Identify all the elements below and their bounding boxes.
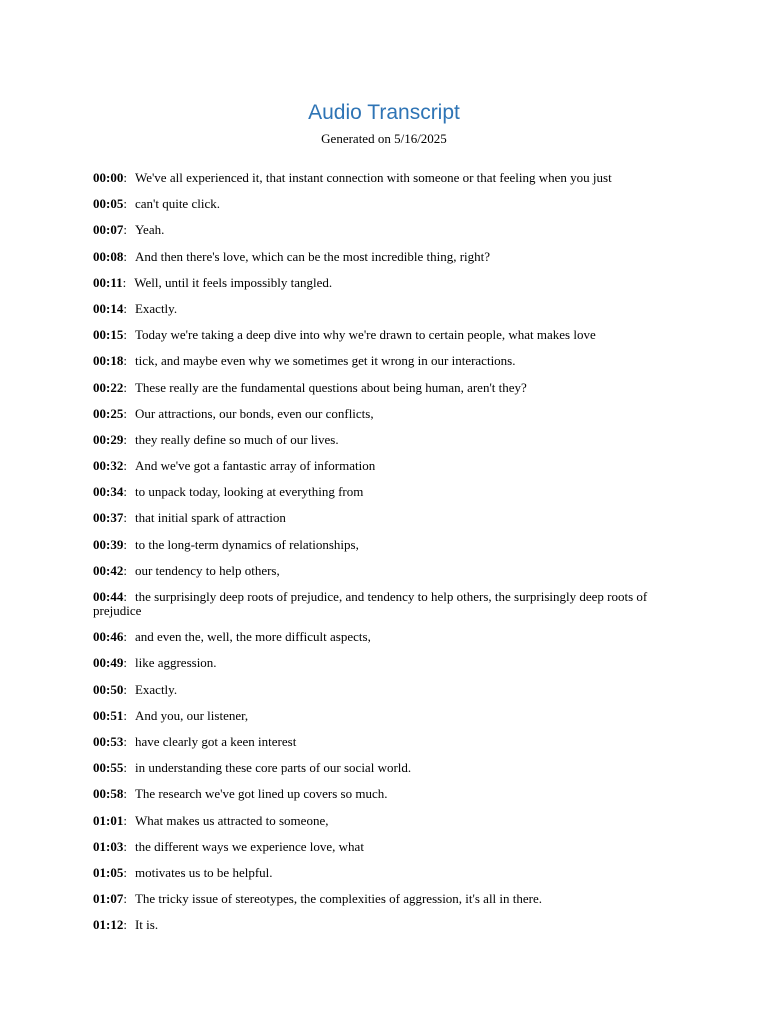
utterance-text: The tricky issue of stereotypes, the complexities of aggression, it's all in there. [134, 891, 543, 907]
timestamp: 00:18 [93, 353, 124, 369]
transcript-line [93, 459, 653, 473]
utterance-text: the different ways we experience love, what [134, 838, 364, 854]
utterance-text: have clearly got a keen interest [134, 733, 297, 749]
utterance-text: like aggression. [134, 655, 217, 671]
timestamp-separator: : [123, 196, 127, 212]
timestamp: 00:00 [93, 170, 124, 185]
timestamp-separator: : [123, 353, 127, 369]
generated-date: Generated on 5/16/2025 [321, 131, 447, 146]
timestamp: 00:11 [93, 274, 123, 290]
utterance-text: These really are the fundamental questions about being human, aren't they? [134, 379, 527, 395]
transcript-line [93, 223, 653, 237]
timestamp: 00:37 [93, 510, 124, 526]
timestamp: 01:05 [93, 864, 124, 880]
transcript-line [93, 840, 653, 854]
transcript-line [93, 866, 653, 880]
utterance-text: can't quite click. [134, 196, 220, 212]
timestamp-separator: : [123, 379, 127, 395]
timestamp-separator: : [123, 431, 127, 447]
timestamp-separator: : [123, 760, 127, 776]
timestamp: 00:46 [93, 629, 124, 645]
utterance-text: that initial spark of attraction [134, 510, 286, 526]
transcript-line [93, 564, 653, 578]
utterance-text: And we've got a fantastic array of information [134, 458, 376, 474]
transcript-line [93, 381, 653, 395]
timestamp-separator: : [123, 300, 127, 316]
timestamp-separator: : [123, 536, 127, 552]
timestamp: 00:34 [93, 484, 124, 500]
transcript-line [93, 814, 653, 828]
utterance-text: motivates us to be helpful. [134, 864, 273, 880]
timestamp: 00:51 [93, 707, 124, 723]
timestamp: 00:05 [93, 196, 124, 212]
timestamp: 00:55 [93, 760, 124, 776]
timestamp: 00:32 [93, 458, 124, 474]
timestamp: 00:25 [93, 405, 124, 421]
utterance-text: to unpack today, looking at everything from [134, 484, 364, 500]
utterance-text: they really define so much of our lives. [134, 431, 339, 447]
timestamp: 00:53 [93, 733, 124, 749]
transcript-line [93, 197, 653, 211]
timestamp-separator: : [123, 707, 127, 723]
utterance-text: Exactly. [134, 681, 178, 697]
utterance-text: And you, our listener, [134, 707, 249, 723]
utterance-text: Our attractions, our bonds, even our conflicts, [134, 405, 374, 421]
timestamp-separator: : [123, 733, 127, 749]
timestamp: 00:49 [93, 655, 124, 671]
timestamp: 01:03 [93, 838, 124, 854]
utterance-text: Yeah. [134, 222, 165, 238]
timestamp: 00:50 [93, 681, 124, 697]
transcript-line [93, 761, 653, 775]
timestamp-separator: : [123, 562, 127, 578]
transcript-line [93, 892, 653, 906]
timestamp-separator: : [123, 458, 127, 474]
timestamp-separator: : [123, 248, 127, 264]
utterance-text: tick, and maybe even why we sometimes get it wrong in our interactions. [134, 353, 516, 369]
transcript-line [93, 656, 653, 670]
transcript-body [93, 171, 653, 944]
transcript-line [93, 407, 653, 421]
transcript-line [93, 590, 653, 618]
transcript-line [93, 433, 653, 447]
transcript-line [93, 276, 653, 290]
utterance-text: The research we've got lined up covers so much. [134, 786, 388, 802]
timestamp-separator: : [123, 812, 127, 828]
transcript-line [93, 538, 653, 552]
timestamp-separator: : [123, 681, 127, 697]
transcript-line [93, 787, 653, 801]
timestamp: 00:14 [93, 300, 124, 316]
timestamp: 00:29 [93, 431, 124, 447]
timestamp-separator: : [123, 327, 127, 343]
timestamp-separator: : [122, 274, 127, 290]
utterance-text: We've all experienced it, that instant connection with someone or that feeling when you just [134, 170, 612, 185]
timestamp-separator: : [123, 510, 127, 526]
transcript-line [93, 302, 653, 316]
utterance-text: Today we're taking a deep dive into why we're drawn to certain people, what makes love [134, 327, 596, 343]
timestamp-separator: : [123, 917, 127, 933]
timestamp-separator: : [123, 786, 127, 802]
timestamp-separator: : [123, 629, 127, 645]
timestamp: 01:01 [93, 812, 124, 828]
transcript-line [93, 511, 653, 525]
utterance-text: to the long-term dynamics of relationships, [134, 536, 359, 552]
transcript-line [93, 683, 653, 697]
transcript-line [93, 709, 653, 723]
transcript-line [93, 485, 653, 499]
utterance-text: the surprisingly deep roots of prejudice, and tendency to help others, the surprisingly deep roots of prejudice [93, 589, 648, 618]
timestamp-separator: : [123, 484, 127, 500]
utterance-text: It is. [134, 917, 159, 933]
utterance-text: And then there's love, which can be the most incredible thing, right? [134, 248, 491, 264]
utterance-text: What makes us attracted to someone, [134, 812, 329, 828]
utterance-text: Well, until it feels impossibly tangled. [134, 274, 333, 290]
timestamp: 01:07 [93, 891, 124, 907]
transcript-line [93, 354, 653, 368]
timestamp-separator: : [123, 405, 127, 421]
transcript-line [93, 735, 653, 749]
timestamp: 00:39 [93, 536, 124, 552]
timestamp-separator: : [123, 864, 127, 880]
page-title: Audio Transcript [308, 101, 460, 124]
timestamp: 00:42 [93, 562, 124, 578]
utterance-text: and even the, well, the more difficult aspects, [134, 629, 371, 645]
timestamp-separator: : [123, 170, 127, 185]
timestamp-separator: : [123, 589, 127, 604]
timestamp-separator: : [123, 222, 127, 238]
timestamp-separator: : [123, 838, 127, 854]
transcript-line [93, 250, 653, 264]
transcript-line [93, 328, 653, 342]
timestamp: 01:12 [93, 917, 124, 933]
utterance-text: Exactly. [134, 300, 178, 316]
utterance-text: in understanding these core parts of our social world. [134, 760, 412, 776]
transcript-line [93, 171, 653, 185]
timestamp: 00:44 [93, 589, 124, 604]
transcript-line [93, 630, 653, 644]
timestamp: 00:15 [93, 327, 124, 343]
timestamp-separator: : [123, 655, 127, 671]
utterance-text: our tendency to help others, [134, 562, 280, 578]
timestamp: 00:22 [93, 379, 124, 395]
timestamp: 00:08 [93, 248, 124, 264]
timestamp: 00:07 [93, 222, 124, 238]
timestamp-separator: : [123, 891, 127, 907]
timestamp: 00:58 [93, 786, 124, 802]
transcript-line [93, 918, 653, 932]
